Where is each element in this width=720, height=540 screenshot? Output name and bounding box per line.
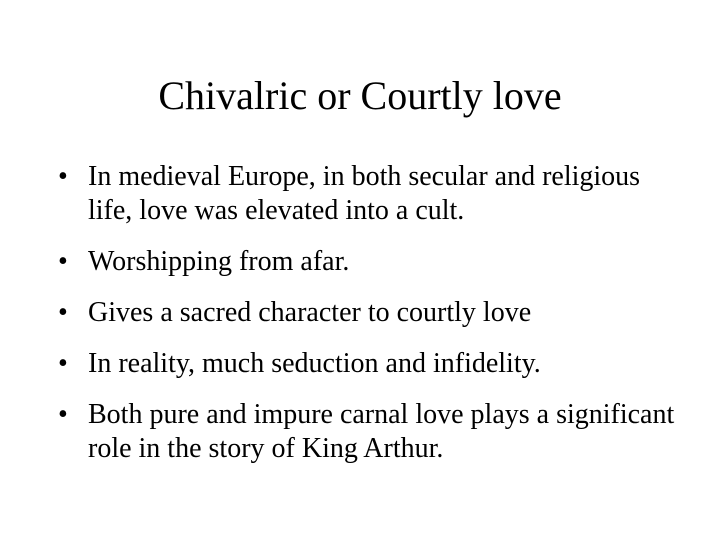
bullet-icon: •	[58, 297, 68, 328]
bullet-item	[58, 245, 678, 279]
bullet-text: In reality, much seduction and infidelity.	[88, 348, 541, 379]
bullet-text: Worshipping from afar.	[88, 246, 350, 277]
bullet-item	[58, 296, 678, 330]
slide-title: Chivalric or Courtly love	[158, 73, 562, 118]
bullet-icon: •	[58, 246, 68, 277]
bullet-item	[58, 398, 678, 466]
bullet-list	[58, 160, 678, 483]
bullet-text: Both pure and impure carnal love plays a significant role in the story of King Arthur.	[88, 399, 675, 464]
bullet-text: In medieval Europe, in both secular and religious life, love was elevated into a cult.	[88, 161, 641, 226]
bullet-item	[58, 347, 678, 381]
bullet-text: Gives a sacred character to courtly love	[88, 297, 532, 328]
bullet-icon: •	[58, 399, 68, 430]
bullet-icon: •	[58, 348, 68, 379]
bullet-icon: •	[58, 161, 68, 192]
bullet-item	[58, 160, 678, 228]
